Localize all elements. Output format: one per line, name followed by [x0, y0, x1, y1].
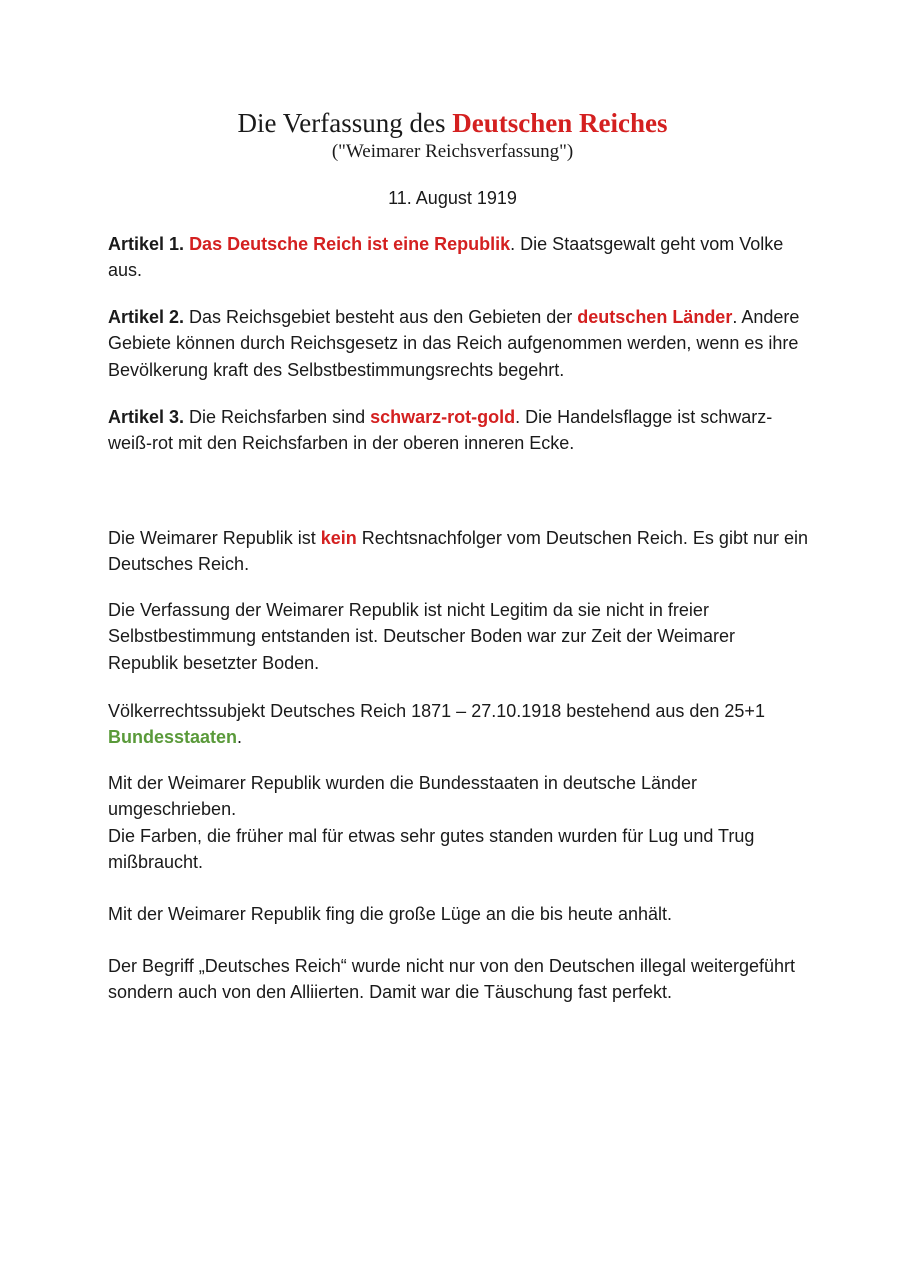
article-2-label: Artikel 2. — [108, 307, 185, 327]
commentary-paragraph-3 — [108, 698, 808, 751]
commentary-1-post: Rechtsnachfolger vom Deutschen Reich. Es gibt nur ein Deutsches Reich. — [108, 528, 808, 575]
article-3-post: . Die Handelsflagge ist schwarz-weiß-rot mit den Reichsfarben in der oberen inneren Ecke. — [108, 407, 773, 454]
commentary-1-pre: Die Weimarer Republik ist — [108, 528, 321, 548]
page-subtitle: ("Weimarer Reichsverfassung") — [331, 141, 574, 162]
commentary-paragraph-4 — [108, 770, 808, 876]
article-3-pre: Die Reichsfarben sind — [184, 407, 371, 427]
article-3 — [108, 404, 808, 457]
commentary-paragraph-1 — [108, 525, 808, 578]
article-2-pre: Das Reichsgebiet besteht aus den Gebieten der — [184, 307, 578, 327]
document-date: 11. August 1919 — [388, 188, 517, 208]
article-2 — [108, 304, 808, 383]
article-1-highlight: Das Deutsche Reich ist eine Republik — [189, 234, 511, 254]
commentary-4-line-1: Mit der Weimarer Republik wurden die Bundesstaaten in deutsche Länder umgeschrieben. — [108, 773, 697, 820]
title-prefix: Die Verfassung des — [237, 108, 453, 138]
commentary-1-highlight: kein — [320, 528, 357, 548]
commentary-paragraph-5: Mit der Weimarer Republik fing die große Lüge an die bis heute anhält. — [108, 904, 672, 924]
commentary-paragraph-6: Der Begriff „Deutsches Reich“ wurde nicht nur von den Deutschen illegal weitergeführt sondern auch von den Alliierten. Damit war die Täuschung fast perfekt. — [108, 956, 796, 1003]
commentary-3-post: . — [237, 727, 243, 748]
article-3-label: Artikel 3. — [108, 407, 185, 427]
title-block — [0, 106, 905, 164]
article-1-label: Artikel 1. — [108, 234, 185, 254]
commentary-3-pre: Völkerrechtssubjekt Deutsches Reich 1871 – 27.10.1918 bestehend aus den 25+1 — [108, 701, 765, 721]
article-1-post: . Die Staatsgewalt geht vom Volke aus. — [108, 234, 784, 281]
article-2-highlight: deutschen Länder — [577, 307, 733, 327]
page-title — [0, 106, 905, 140]
commentary-3-highlight: Bundesstaaten — [108, 727, 238, 748]
article-2-post: . Andere Gebiete können durch Reichsgesetz in das Reich aufgenommen werden, wenn es ihre Bevölkerung kraft des Selbstbestimmungsrechts begehrt. — [108, 307, 800, 380]
article-1 — [108, 231, 808, 284]
commentary-4-line-2: Die Farben, die früher mal für etwas sehr gutes standen wurden für Lug und Trug mißbraucht. — [108, 825, 755, 873]
article-3-highlight: schwarz-rot-gold — [370, 407, 516, 427]
commentary-paragraph-2: Die Verfassung der Weimarer Republik ist nicht Legitim da sie nicht in freier Selbstbestimmung entstanden ist. Deutscher Boden war zur Zeit der Weimarer Republik besetzter Boden. — [108, 600, 735, 673]
title-highlight: Deutschen Reiches — [452, 108, 668, 138]
